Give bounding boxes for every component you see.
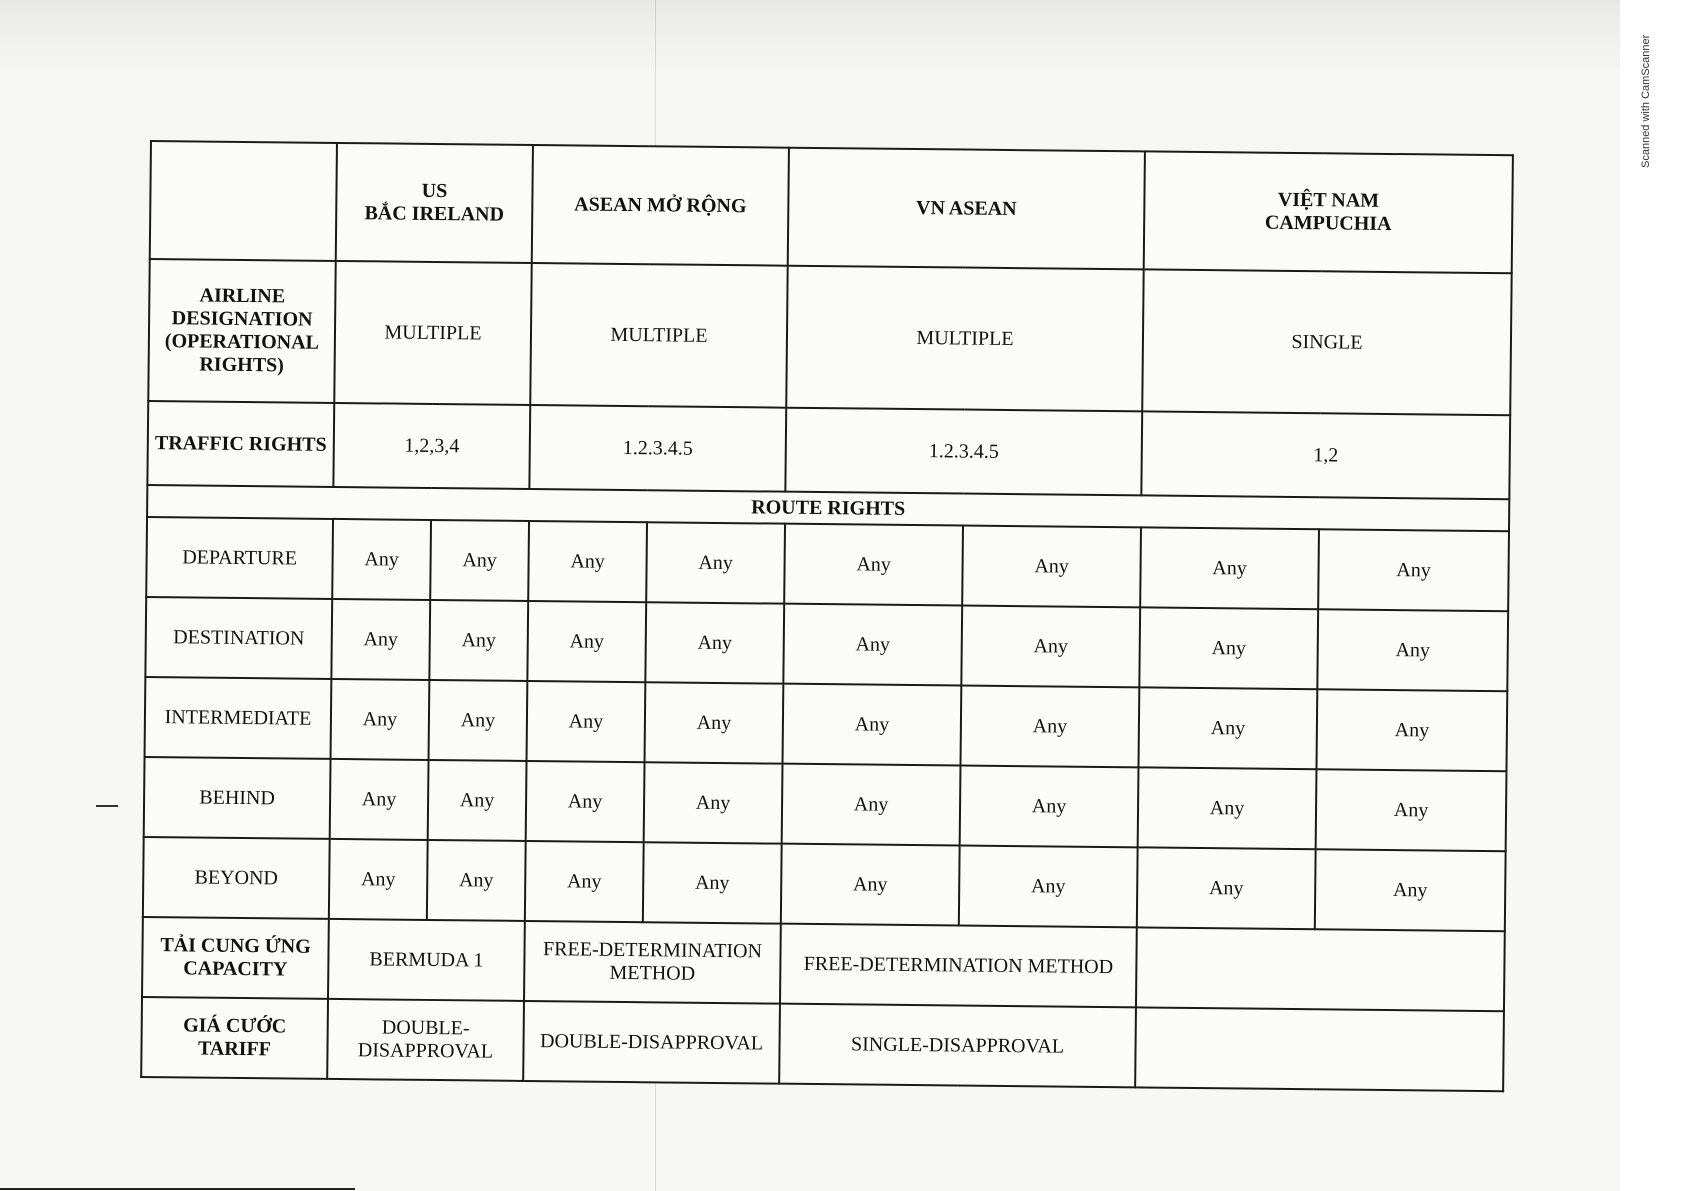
capacity-row — [142, 917, 1505, 1011]
designation-value: MULTIPLE — [786, 266, 1143, 412]
route-row-departure — [146, 517, 1509, 611]
route-row-label: BEHIND — [144, 757, 331, 839]
route-cell: Any — [1318, 529, 1509, 611]
route-cell: Any — [427, 840, 526, 921]
header-bac-ireland: BẮC IRELAND — [364, 202, 505, 226]
route-cell: Any — [784, 524, 963, 606]
route-cell: Any — [429, 680, 528, 761]
capacity-value: FREE-DETERMINATION METHOD — [524, 921, 781, 1004]
route-cell: Any — [959, 846, 1138, 928]
route-cell: Any — [1140, 527, 1319, 609]
capacity-value: FREE-DETERMINATION METHOD — [780, 924, 1137, 1008]
route-row-intermediate — [145, 677, 1508, 771]
designation-value: MULTIPLE — [530, 263, 787, 408]
header-us-ireland — [336, 143, 533, 263]
header-vn-asean: VN ASEAN — [788, 148, 1145, 270]
route-cell: Any — [1316, 769, 1507, 851]
route-cell: Any — [429, 600, 528, 681]
route-cell: Any — [1317, 609, 1508, 691]
header-asean-mo-rong: ASEAN MỞ RỘNG — [532, 145, 789, 266]
route-cell: Any — [783, 684, 962, 766]
header-blank-cell — [150, 141, 337, 261]
route-cell: Any — [961, 606, 1140, 688]
route-row-label: DESTINATION — [145, 597, 332, 679]
designation-value: MULTIPLE — [334, 261, 531, 405]
route-row-label: INTERMEDIATE — [145, 677, 332, 759]
designation-row — [148, 259, 1511, 415]
traffic-row — [147, 401, 1510, 499]
route-cell: Any — [1139, 687, 1318, 769]
route-cell: Any — [962, 526, 1141, 608]
bottom-rule — [0, 1188, 355, 1190]
tariff-row — [141, 997, 1504, 1091]
route-cell: Any — [782, 764, 961, 846]
route-cell: Any — [332, 519, 431, 600]
side-dash — [96, 805, 118, 807]
route-cell: Any — [330, 759, 429, 840]
traffic-value: 1,2 — [1141, 411, 1510, 499]
route-cell: Any — [960, 766, 1139, 848]
tariff-value — [1135, 1007, 1504, 1091]
route-row-label: DEPARTURE — [146, 517, 333, 599]
tariff-value: DOUBLE-DISAPPROVAL — [523, 1001, 780, 1084]
header-row — [150, 141, 1513, 273]
header-viet-nam: VIỆT NAM — [1277, 188, 1380, 212]
route-cell: Any — [1139, 607, 1318, 689]
route-row-label: BEYOND — [143, 837, 330, 919]
scanner-watermark: Scanned with CamScanner — [1640, 34, 1652, 168]
route-cell: Any — [527, 601, 646, 682]
route-rights-heading: ROUTE RIGHTS — [147, 485, 1509, 531]
route-cell: Any — [1315, 849, 1506, 931]
tariff-value: SINGLE-DISAPPROVAL — [779, 1004, 1136, 1088]
designation-value: SINGLE — [1142, 269, 1511, 415]
traffic-value: 1.2.3.4.5 — [785, 408, 1142, 496]
rights-table-wrapper — [140, 140, 1514, 1092]
route-cell: Any — [644, 762, 783, 843]
tariff-label: GIÁ CƯỚC TARIFF — [141, 997, 328, 1079]
route-cell: Any — [331, 679, 430, 760]
route-row-destination — [145, 597, 1508, 691]
capacity-value: BERMUDA 1 — [328, 919, 525, 1001]
traffic-label: TRAFFIC RIGHTS — [147, 401, 334, 487]
route-cell: Any — [527, 681, 646, 762]
paper-edge — [1620, 0, 1685, 1191]
route-cell: Any — [526, 761, 645, 842]
route-row-behind — [144, 757, 1507, 851]
route-cell: Any — [645, 602, 784, 683]
traffic-value: 1.2.3.4.5 — [529, 405, 786, 492]
air-rights-table — [140, 140, 1514, 1092]
route-row-beyond — [143, 837, 1506, 931]
route-cell: Any — [430, 520, 529, 601]
header-us: US — [421, 179, 448, 203]
route-cell: Any — [329, 839, 428, 920]
route-cell: Any — [1317, 689, 1508, 771]
route-cell: Any — [1137, 847, 1316, 929]
designation-label: AIRLINE DESIGNATION (OPERATIONAL RIGHTS) — [148, 259, 335, 403]
tariff-value: DOUBLE-DISAPPROVAL — [327, 999, 524, 1081]
route-cell: Any — [643, 842, 782, 923]
header-vn-campuchia — [1144, 151, 1513, 273]
route-cell: Any — [783, 604, 962, 686]
route-cell: Any — [961, 686, 1140, 768]
traffic-value: 1,2,3,4 — [333, 403, 530, 489]
header-campuchia: CAMPUCHIA — [1264, 211, 1392, 236]
route-cell: Any — [528, 521, 647, 602]
route-cell: Any — [428, 760, 527, 841]
route-cell: Any — [331, 599, 430, 680]
route-cell: Any — [525, 841, 644, 922]
capacity-label: TẢI CUNG ỨNG CAPACITY — [142, 917, 329, 999]
capacity-value — [1136, 927, 1505, 1011]
route-cell: Any — [1138, 767, 1317, 849]
route-cell: Any — [645, 682, 784, 763]
route-cell: Any — [781, 844, 960, 926]
route-cell: Any — [646, 522, 785, 603]
